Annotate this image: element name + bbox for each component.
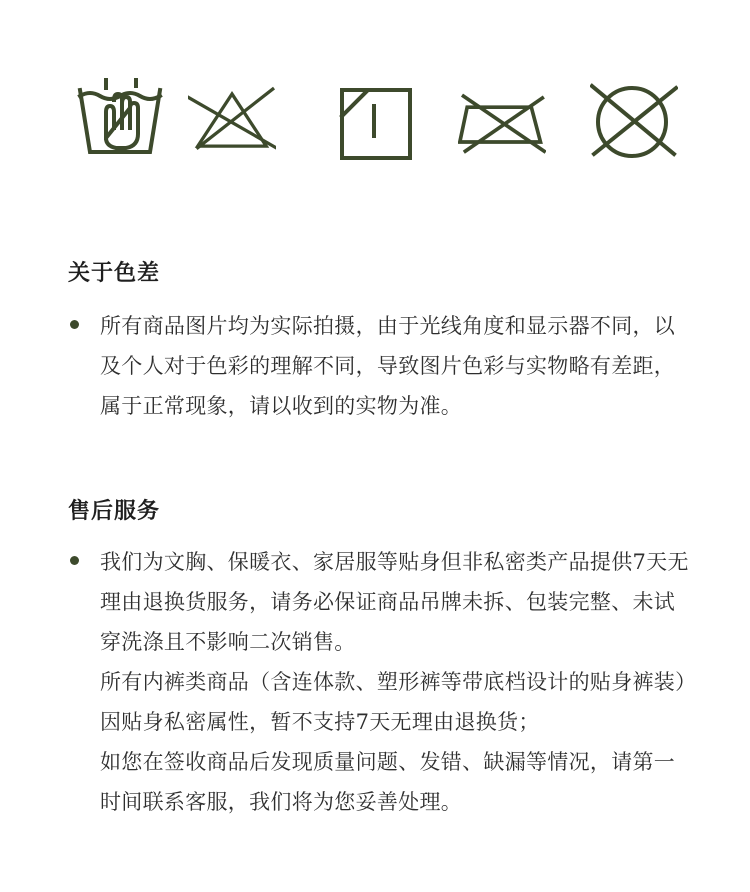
care-icons-row [0,78,750,162]
color-difference-title: 关于色差 [68,260,161,286]
bullet-dot [70,556,79,565]
do-not-iron-icon [458,78,546,162]
bullet-dot [70,320,79,329]
after-sales-title: 售后服务 [68,498,161,524]
after-sales-text-2: 所有内裤类商品（含连体款、塑形裤等带底档设计的贴身裤装）因贴身私密属性，暂不支持7天无理由退换货； [100,670,686,734]
dry-flat-icon [336,78,424,162]
do-not-bleach-icon [188,78,276,162]
do-not-dry-clean-icon [590,78,678,162]
after-sales-text-1: 我们为文胸、保暖衣、家居服等贴身但非私密类产品提供7天无理由退换货服务，请务必保证商品吊牌未拆、包装完整、未试穿洗涤且不影响二次销售。 [100,550,689,654]
color-difference-text: 所有商品图片均为实际拍摄，由于光线角度和显示器不同，以及个人对于色彩的理解不同，导致图片色彩与实物略有差距，属于正常现象，请以收到的实物为准。 [100,314,676,418]
hand-wash-icon [76,78,164,162]
after-sales-text-3: 如您在签收商品后发现质量问题、发错、缺漏等情况，请第一时间联系客服，我们将为您妥善处理。 [100,750,676,814]
